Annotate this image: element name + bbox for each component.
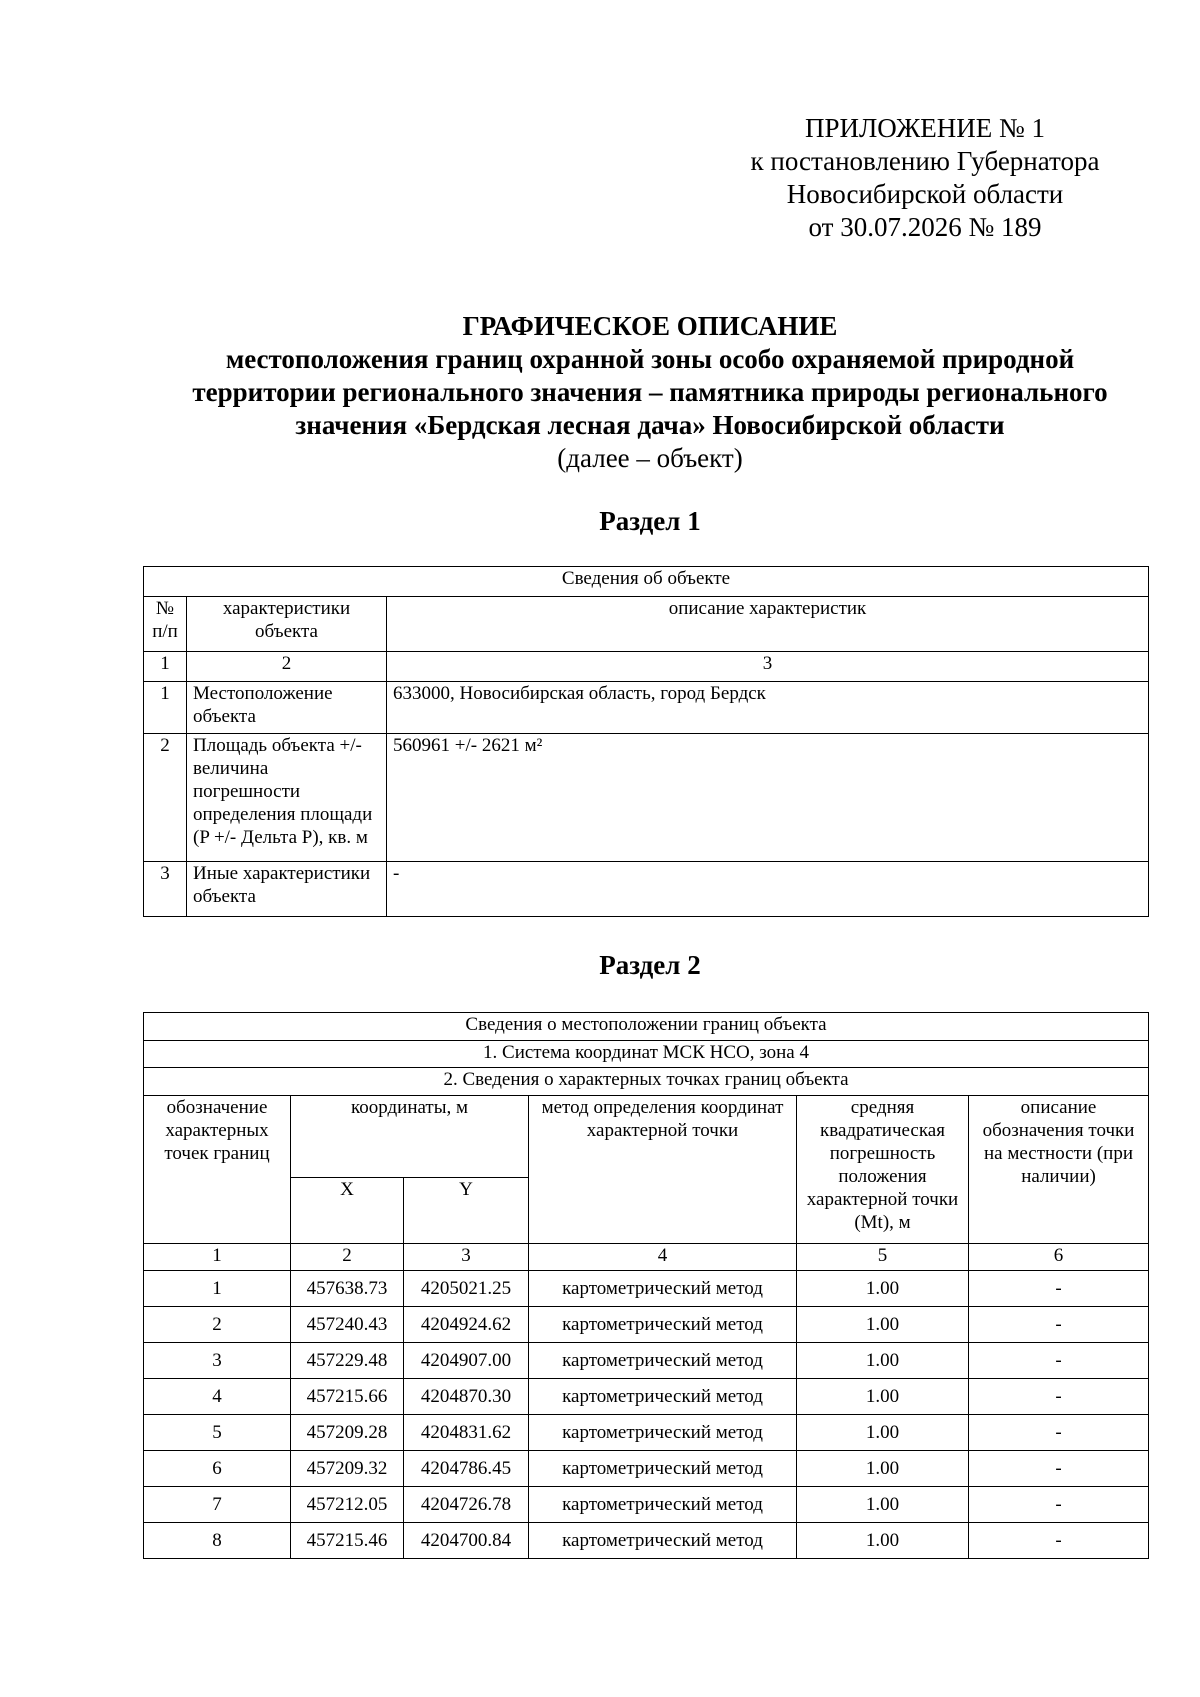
header-error: средняя квадратическая погрешность положения характерной точки (Mt), м [797, 1096, 969, 1244]
boundary-caption: Сведения о местоположении границ объекта [144, 1013, 1149, 1041]
point-y: 4204870.30 [404, 1379, 529, 1415]
point-method: картометрический метод [529, 1271, 797, 1307]
characteristic-value: 560961 +/- 2621 м² [387, 734, 1149, 862]
point-description: - [969, 1379, 1149, 1415]
point-method: картометрический метод [529, 1379, 797, 1415]
point-mt: 1.00 [797, 1523, 969, 1559]
appendix-block [705, 112, 1145, 244]
appendix-date: от 30.07.2026 № 189 [808, 212, 1042, 242]
table-row [144, 1379, 1149, 1415]
col-number: 1 [144, 652, 187, 682]
col-number: 5 [797, 1244, 969, 1271]
table-row [144, 1415, 1149, 1451]
point-x: 457229.48 [291, 1343, 404, 1379]
object-info-caption: Сведения об объекте [144, 567, 1149, 597]
table-row [144, 1271, 1149, 1307]
table-row [144, 1487, 1149, 1523]
coordinate-system: 1. Система координат МСК НСО, зона 4 [144, 1041, 1149, 1068]
point-description: - [969, 1487, 1149, 1523]
col-number: 2 [187, 652, 387, 682]
title-line-3: территории регионального значения – памятника природы регионального [192, 377, 1108, 407]
row-number: 2 [144, 734, 187, 862]
point-id: 8 [144, 1523, 291, 1559]
point-x: 457638.73 [291, 1271, 404, 1307]
point-x: 457240.43 [291, 1307, 404, 1343]
point-id: 2 [144, 1307, 291, 1343]
section-1-heading: Раздел 1 [599, 506, 701, 536]
header-x: X [291, 1178, 404, 1244]
header-method: метод определения координат характерной точки [529, 1096, 797, 1244]
object-info-table [143, 566, 1149, 917]
points-caption: 2. Сведения о характерных точках границ объекта [144, 1068, 1149, 1096]
header-description: описание характеристик [387, 597, 1149, 652]
row-number: 1 [144, 682, 187, 734]
characteristic-value: - [387, 862, 1149, 917]
title-line-1: ГРАФИЧЕСКОЕ ОПИСАНИЕ [462, 311, 838, 341]
point-method: картометрический метод [529, 1307, 797, 1343]
boundary-points-table [143, 1012, 1149, 1559]
point-description: - [969, 1271, 1149, 1307]
point-id: 3 [144, 1343, 291, 1379]
point-y: 4204726.78 [404, 1487, 529, 1523]
point-y: 4204907.00 [404, 1343, 529, 1379]
point-description: - [969, 1523, 1149, 1559]
point-id: 6 [144, 1451, 291, 1487]
point-method: картометрический метод [529, 1451, 797, 1487]
appendix-region: Новосибирской области [786, 179, 1064, 209]
point-x: 457209.32 [291, 1451, 404, 1487]
col-number: 3 [404, 1244, 529, 1271]
header-y: Y [404, 1178, 529, 1244]
table-row [144, 1307, 1149, 1343]
header-point-description: описание обозначения точки на местности (при наличии) [969, 1096, 1149, 1244]
point-description: - [969, 1415, 1149, 1451]
point-id: 1 [144, 1271, 291, 1307]
point-id: 4 [144, 1379, 291, 1415]
header-point: обозначение характерных точек границ [144, 1096, 291, 1244]
point-y: 4204786.45 [404, 1451, 529, 1487]
point-id: 7 [144, 1487, 291, 1523]
table-row [144, 862, 1149, 917]
point-x: 457209.28 [291, 1415, 404, 1451]
characteristic-value: 633000, Новосибирская область, город Бердск [387, 682, 1149, 734]
col-number: 3 [387, 652, 1149, 682]
point-mt: 1.00 [797, 1487, 969, 1523]
table-row [144, 1451, 1149, 1487]
table-row [144, 1523, 1149, 1559]
point-y: 4204831.62 [404, 1415, 529, 1451]
col-number: 2 [291, 1244, 404, 1271]
point-method: картометрический метод [529, 1415, 797, 1451]
header-characteristics: характеристики объекта [187, 597, 387, 652]
point-method: картометрический метод [529, 1487, 797, 1523]
point-description: - [969, 1307, 1149, 1343]
appendix-number: ПРИЛОЖЕНИЕ № 1 [804, 113, 1046, 143]
point-description: - [969, 1451, 1149, 1487]
row-number: 3 [144, 862, 187, 917]
appendix-decree: к постановлению Губернатора [750, 146, 1100, 176]
title-line-2: местоположения границ охранной зоны особо охраняемой природной [225, 344, 1075, 374]
characteristic-name: Площадь объекта +/- величина погрешности определения площади (P +/- Дельта P), кв. м [187, 734, 387, 862]
point-y: 4204924.62 [404, 1307, 529, 1343]
header-coordinates: координаты, м [291, 1096, 529, 1178]
point-mt: 1.00 [797, 1415, 969, 1451]
point-method: картометрический метод [529, 1523, 797, 1559]
document-title [100, 310, 1200, 475]
point-id: 5 [144, 1415, 291, 1451]
point-mt: 1.00 [797, 1379, 969, 1415]
point-mt: 1.00 [797, 1451, 969, 1487]
point-mt: 1.00 [797, 1343, 969, 1379]
point-mt: 1.00 [797, 1307, 969, 1343]
title-line-5: (далее – объект) [557, 443, 743, 473]
table-row [144, 734, 1149, 862]
characteristic-name: Местоположение объекта [187, 682, 387, 734]
point-y: 4204700.84 [404, 1523, 529, 1559]
col-number: 1 [144, 1244, 291, 1271]
col-number: 6 [969, 1244, 1149, 1271]
point-x: 457212.05 [291, 1487, 404, 1523]
section-2-heading: Раздел 2 [599, 950, 701, 980]
table-row [144, 682, 1149, 734]
point-x: 457215.66 [291, 1379, 404, 1415]
point-method: картометрический метод [529, 1343, 797, 1379]
col-number: 4 [529, 1244, 797, 1271]
title-line-4: значения «Бердская лесная дача» Новосибирской области [295, 410, 1005, 440]
point-mt: 1.00 [797, 1271, 969, 1307]
table-row [144, 1343, 1149, 1379]
point-y: 4205021.25 [404, 1271, 529, 1307]
point-x: 457215.46 [291, 1523, 404, 1559]
characteristic-name: Иные характеристики объекта [187, 862, 387, 917]
point-description: - [969, 1343, 1149, 1379]
header-number: № п/п [144, 597, 187, 652]
